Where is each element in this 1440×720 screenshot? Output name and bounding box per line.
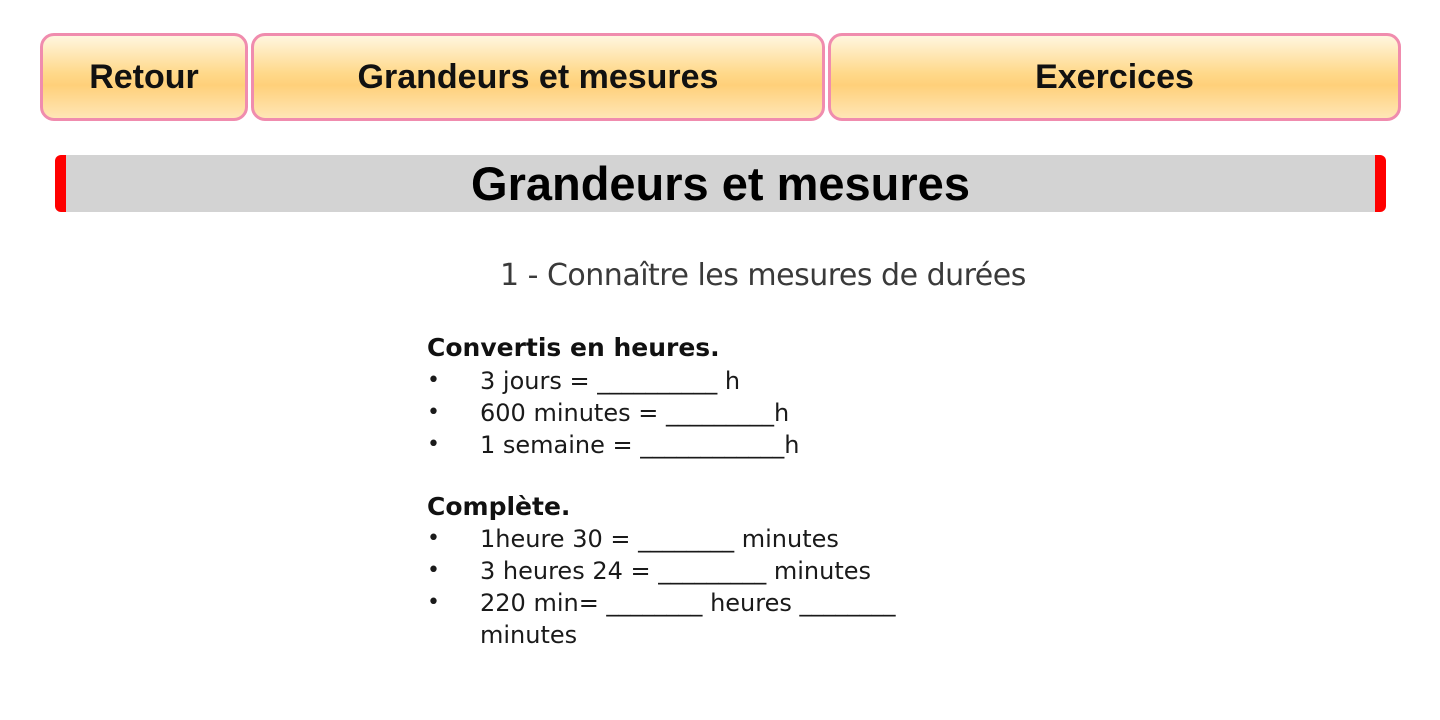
list-item-text: 1 semaine = ____________h (480, 431, 800, 459)
list-item-text: 600 minutes = _________h (480, 399, 790, 427)
bullet-icon: • (427, 526, 440, 551)
list-item (427, 429, 799, 461)
list-item-text: 3 jours = __________ h (480, 367, 741, 395)
worksheet-heading: 1 - Connaître les mesures de durées (500, 258, 1026, 293)
back-button[interactable]: Retour (40, 33, 248, 121)
bullet-icon: • (427, 368, 440, 393)
list-item (427, 555, 1000, 587)
bullet-icon: • (427, 400, 440, 425)
convert-list (427, 365, 799, 461)
section-title-convert: Convertis en heures. (427, 333, 720, 362)
exercises-button[interactable]: Exercices (828, 33, 1401, 121)
section-title-complete: Complète. (427, 492, 571, 521)
list-item (427, 397, 799, 429)
complete-list (427, 523, 1000, 651)
topic-button[interactable]: Grandeurs et mesures (251, 33, 825, 121)
list-item (427, 587, 1000, 651)
list-item-text: 1heure 30 = ________ minutes (480, 525, 839, 553)
list-item-text: 220 min= ________ heures ________ minutes (480, 589, 896, 649)
list-item (427, 365, 799, 397)
bullet-icon: • (427, 432, 440, 457)
bullet-icon: • (427, 558, 440, 583)
list-item-text: 3 heures 24 = _________ minutes (480, 557, 872, 585)
list-item (427, 523, 1000, 555)
bullet-icon: • (427, 590, 440, 615)
page-title: Grandeurs et mesures (471, 157, 970, 210)
